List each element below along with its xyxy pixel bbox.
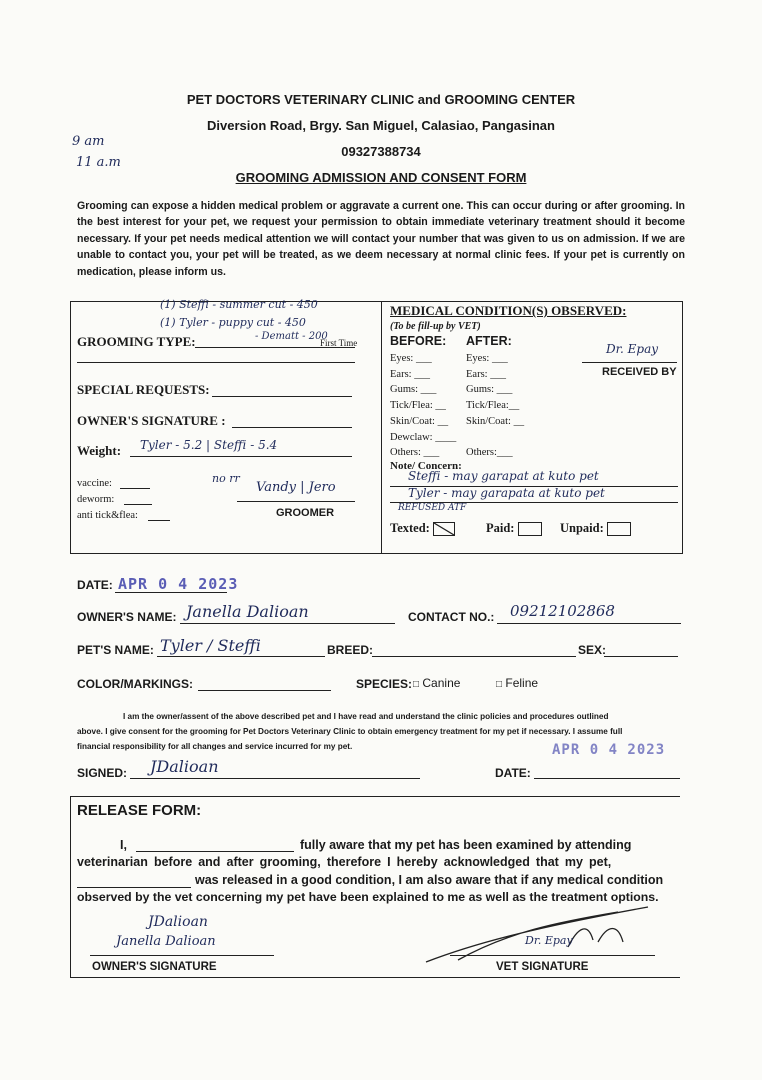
weight-label: Weight: — [77, 443, 122, 458]
box-divider — [381, 302, 382, 553]
received-by-label: RECEIVED BY — [602, 366, 677, 378]
owner-name-hand: Janella Dalioan — [186, 602, 309, 621]
unpaid-label: Unpaid: — [560, 521, 631, 536]
received-hand: Dr. Epay — [606, 342, 659, 356]
received-line[interactable] — [582, 362, 677, 363]
clinic-address: Diversion Road, Brgy. San Miguel, Calasiao, Pangasinan — [207, 118, 555, 133]
antitick-line[interactable] — [148, 520, 170, 521]
consent-stamp: APR 0 4 2023 — [552, 742, 666, 758]
before-skin: Skin/Coat: __ — [390, 415, 449, 427]
owner-sig-line[interactable] — [90, 955, 274, 956]
deworm-label: deworm: — [77, 494, 115, 505]
before-label: BEFORE: — [390, 334, 447, 348]
texted-label: Texted: — [390, 521, 455, 536]
consent-line-3: financial responsibility for all changes and service incurred for my pet. — [77, 742, 353, 751]
signed-date-line[interactable] — [534, 778, 680, 779]
release-pet-line[interactable] — [77, 887, 191, 888]
vaccine-label: vaccine: — [77, 478, 112, 489]
feline-option[interactable]: □ Feline — [496, 676, 539, 690]
medical-title: MEDICAL CONDITION(S) OBSERVED: — [390, 303, 627, 318]
texted-checkbox[interactable] — [433, 522, 455, 536]
owner-signature-label: OWNER'S SIGNATURE : — [77, 413, 226, 428]
before-others: Others: ___ — [390, 447, 440, 459]
signed-label: SIGNED: — [77, 766, 128, 780]
color-line[interactable] — [198, 690, 331, 691]
date-stamp: APR 0 4 2023 — [118, 575, 239, 593]
release-text-2: veterinarian before and after grooming, therefore I hereby acknowledged that my pet, — [77, 855, 612, 869]
date-line[interactable] — [115, 592, 227, 593]
after-label: AFTER: — [466, 334, 512, 348]
before-dewclaw: Dewclaw: ____ — [390, 431, 457, 443]
note-hand-1: Steffi - may garapat at kuto pet — [408, 469, 599, 483]
after-eyes: Eyes: ___ — [466, 353, 508, 364]
pet-name-label: PET'S NAME: — [77, 643, 154, 657]
vet-sig-hand: Dr. Epay — [525, 934, 573, 947]
release-text-3: was released in a good condition, I am also aware that if any medical condition — [195, 873, 664, 887]
pet-name-line[interactable] — [157, 656, 325, 657]
form-title: GROOMING ADMISSION AND CONSENT FORM — [235, 170, 527, 185]
special-requests-label: SPECIAL REQUESTS: — [77, 382, 210, 397]
owner-name-label: OWNER'S NAME: — [77, 610, 177, 624]
species-label: SPECIES: — [356, 677, 413, 691]
grooming-hand-3: - Dematt - 200 — [255, 331, 328, 342]
after-gums: Gums: ___ — [466, 384, 513, 396]
first-time-label: First Time — [320, 338, 358, 348]
release-text-4: observed by the vet concerning my pet have been explained to me as well as the treatment options. — [77, 890, 659, 904]
weight-hand: Tyler - 5.2 | Steffi - 5.4 — [140, 438, 278, 452]
owner-sig-hand-2: Janella Dalioan — [116, 934, 216, 949]
weight-line[interactable] — [130, 456, 352, 457]
canine-option[interactable]: □ Canine — [413, 676, 461, 690]
vet-sig-line[interactable] — [450, 955, 655, 956]
owner-sig-hand-1: JDalioan — [148, 914, 208, 930]
vet-sig-label: VET SIGNATURE — [496, 961, 589, 973]
after-others: Others:___ — [466, 447, 513, 459]
after-blank — [466, 430, 524, 446]
breed-line[interactable] — [372, 656, 576, 657]
consent-line-1: I am the owner/assent of the above described pet and I have read and understand the clinic policies and procedures outlined — [123, 712, 609, 721]
color-label: COLOR/MARKINGS: — [77, 677, 193, 691]
paid-checkbox[interactable] — [518, 522, 542, 536]
release-text-1: fully aware that my pet has been examined by attending — [300, 838, 632, 852]
release-name-line[interactable] — [136, 851, 294, 852]
margin-note-1: 9 am — [72, 134, 105, 149]
after-skin: Skin/Coat: __ — [466, 415, 525, 427]
vaccine-hand: no rr — [212, 472, 240, 485]
owner-signature-line[interactable] — [232, 427, 352, 428]
contact-line[interactable] — [497, 623, 681, 624]
groomer-line[interactable] — [237, 501, 355, 502]
consent-line-2: above. I give consent for the grooming for Pet Doctors Veterinary Clinic to obtain emergency treatment for my pet if necessary. I assume full — [77, 727, 623, 736]
clinic-name: PET DOCTORS VETERINARY CLINIC and GROOMING CENTER — [186, 92, 576, 107]
before-tick: Tick/Flea: __ — [390, 400, 446, 412]
grooming-hand-1: (1) Steffi - summer cut - 450 — [160, 298, 318, 311]
pet-name-hand: Tyler / Steffi — [160, 636, 261, 655]
sex-line[interactable] — [604, 656, 678, 657]
antitick-label: anti tick&flea: — [77, 510, 138, 521]
vaccine-line[interactable] — [120, 488, 150, 489]
date-label: DATE: — [77, 578, 113, 592]
signed-date-label: DATE: — [495, 766, 531, 780]
contact-label: CONTACT NO.: — [408, 610, 495, 624]
groomer-hand: Vandy | Jero — [256, 480, 336, 495]
after-tick: Tick/Flea:__ — [466, 400, 520, 412]
after-ears: Ears: ___ — [466, 368, 506, 380]
paid-label: Paid: — [486, 521, 542, 536]
intro-paragraph: Grooming can expose a hidden medical problem or aggravate a current one. This can occur during or after grooming. In the best interest for your pet, we request your permission to obtain immediate veterinary treatment should it become necessary. If your pet needs medical attention we will contact your number that was given to us on admission. If we are unable to contact you, your pet will be treated, as we deem necessary at normal clinic fees. If your pet is currently on medication, please inform us. — [77, 200, 685, 278]
unpaid-checkbox[interactable] — [607, 522, 631, 536]
owner-sig-label: OWNER'S SIGNATURE — [92, 961, 217, 973]
after-list — [466, 351, 524, 461]
before-eyes: Eyes: ___ — [390, 353, 432, 364]
before-gums: Gums: ___ — [390, 384, 437, 396]
before-ears: Ears: ___ — [390, 368, 430, 380]
signed-hand: JDalioan — [150, 757, 219, 776]
owner-name-line[interactable] — [180, 623, 395, 624]
contact-hand: 09212102868 — [510, 602, 615, 620]
release-title: RELEASE FORM: — [77, 802, 202, 819]
special-requests-line[interactable] — [212, 396, 352, 397]
signed-line[interactable] — [130, 778, 420, 779]
note-hand-2: Tyler - may garapata at kuto pet — [408, 486, 605, 500]
grooming-type-label: GROOMING TYPE: — [77, 334, 196, 349]
note-hand-3: REFUSED ATF — [398, 503, 467, 513]
sex-label: SEX: — [578, 643, 607, 657]
grooming-hand-2: (1) Tyler - puppy cut - 450 — [160, 316, 306, 329]
release-i: I, — [120, 838, 127, 852]
grooming-extra-line[interactable] — [77, 362, 355, 363]
margin-note-2: 11 a.m — [76, 155, 121, 170]
clinic-phone: 09327388734 — [341, 144, 421, 159]
deworm-line[interactable] — [124, 504, 152, 505]
breed-label: BREED: — [327, 643, 374, 657]
groomer-label: GROOMER — [276, 507, 335, 519]
medical-subtitle: (To be fill-up by VET) — [390, 321, 481, 332]
note-label: Note/ Concern: — [390, 460, 462, 472]
before-list — [390, 351, 456, 461]
